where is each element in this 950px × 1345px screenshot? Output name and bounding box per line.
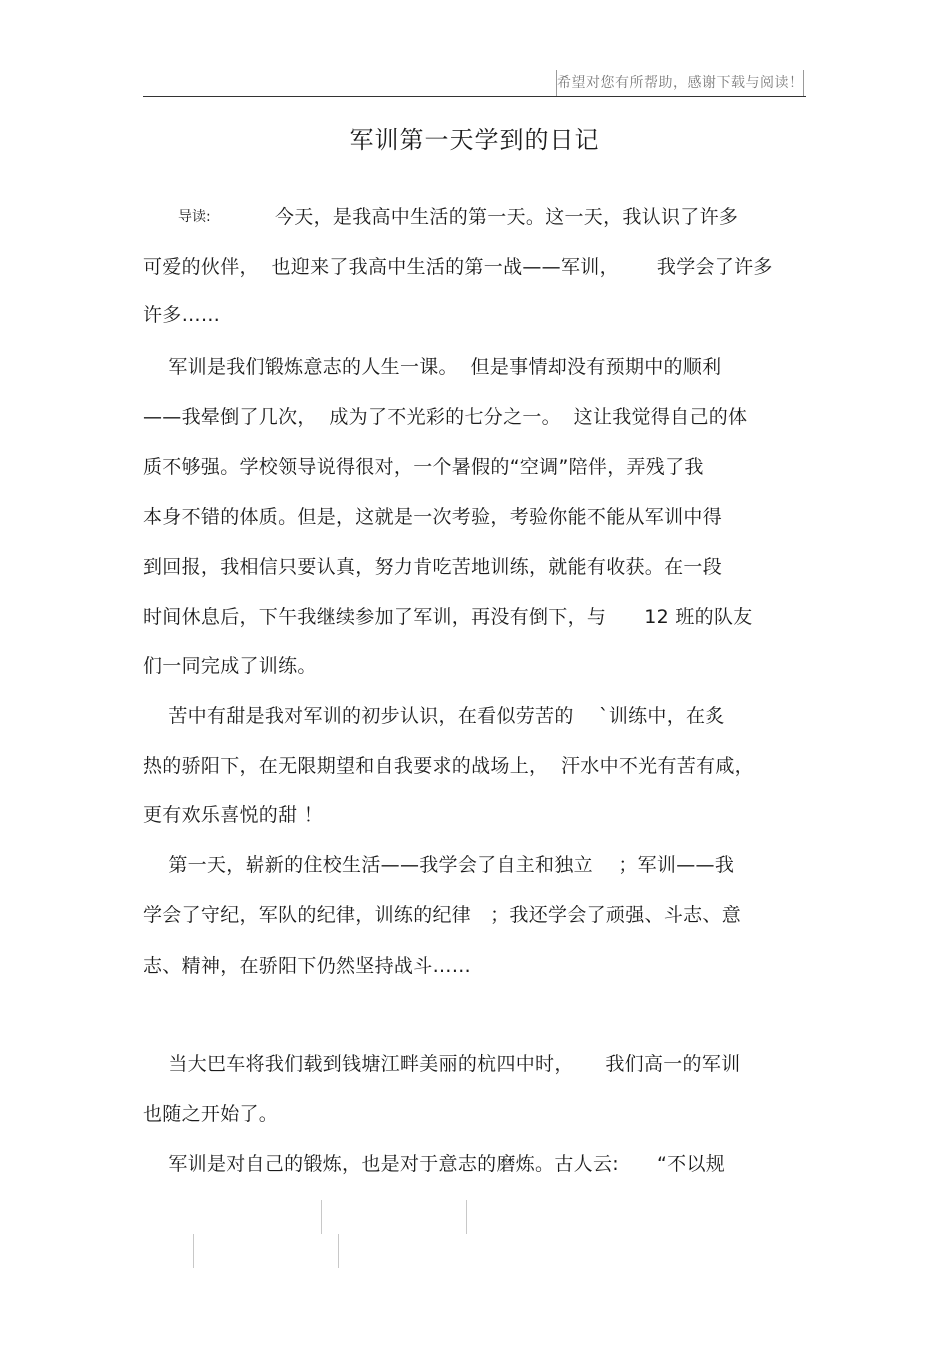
- table-rule: [466, 1200, 467, 1234]
- body-line: 军训是对自己的锻炼，也是对于意志的磨炼。古人云: “不以规: [143, 1153, 726, 1175]
- table-rule: [193, 1234, 194, 1268]
- lead-label: 导读:: [178, 209, 211, 225]
- body-line: 时间休息后，下午我继续参加了军训，再没有倒下，与 12 班的队友: [143, 606, 753, 628]
- header-rule: [143, 96, 806, 97]
- header-note: 希望对您有所帮助，感谢下载与阅读！: [556, 70, 804, 96]
- body-line: 热的骄阳下，在无限期望和自我要求的战场上， 汗水中不光有苦有咸，: [143, 755, 754, 777]
- body-line: 质不够强。学校领导说得很对，一个暑假的“空调”陪伴，弄残了我: [143, 456, 704, 478]
- body-line: 学会了守纪，军队的纪律，训练的纪律 ；我还学会了顽强、斗志、意: [143, 904, 742, 926]
- body-line: 第一天，崭新的住校生活——我学会了自主和独立 ；军训——我: [143, 854, 735, 876]
- body-line: 更有欢乐喜悦的甜 ！: [143, 804, 324, 826]
- table-rule: [321, 1200, 322, 1234]
- body-line: 当大巴车将我们载到钱塘江畔美丽的杭四中时， 我们高一的军训: [143, 1053, 741, 1075]
- body-line: 本身不错的体质。但是，这就是一次考验，考验你能不能从军训中得: [143, 506, 723, 528]
- body-line: ——我晕倒了几次， 成为了不光彩的七分之一。 这让我觉得自己的体: [143, 406, 748, 428]
- body-line: 苦中有甜是我对军训的初步认识，在看似劳苦的 `训练中，在炙: [143, 705, 725, 727]
- lead-line-3: 许多……: [143, 304, 221, 326]
- document-title: 军训第一天学到的日记: [349, 126, 600, 154]
- table-rule: [338, 1234, 339, 1268]
- body-line: 到回报，我相信只要认真，努力肯吃苦地训练，就能有收获。在一段: [143, 556, 723, 578]
- body-line: 也随之开始了。: [143, 1103, 279, 1125]
- body-line: 们一同完成了训练。: [143, 655, 317, 677]
- lead-line-2: 可爱的伙伴， 也迎来了我高中生活的第一战——军训， 我学会了许多: [143, 256, 773, 278]
- body-line: 军训是我们锻炼意志的人生一课。 但是事情却没有预期中的顺利: [143, 356, 722, 378]
- lead-line-1: 今天，是我高中生活的第一天。这一天，我认识了许多: [275, 206, 739, 228]
- body-line: 志、精神，在骄阳下仍然坚持战斗……: [143, 955, 472, 977]
